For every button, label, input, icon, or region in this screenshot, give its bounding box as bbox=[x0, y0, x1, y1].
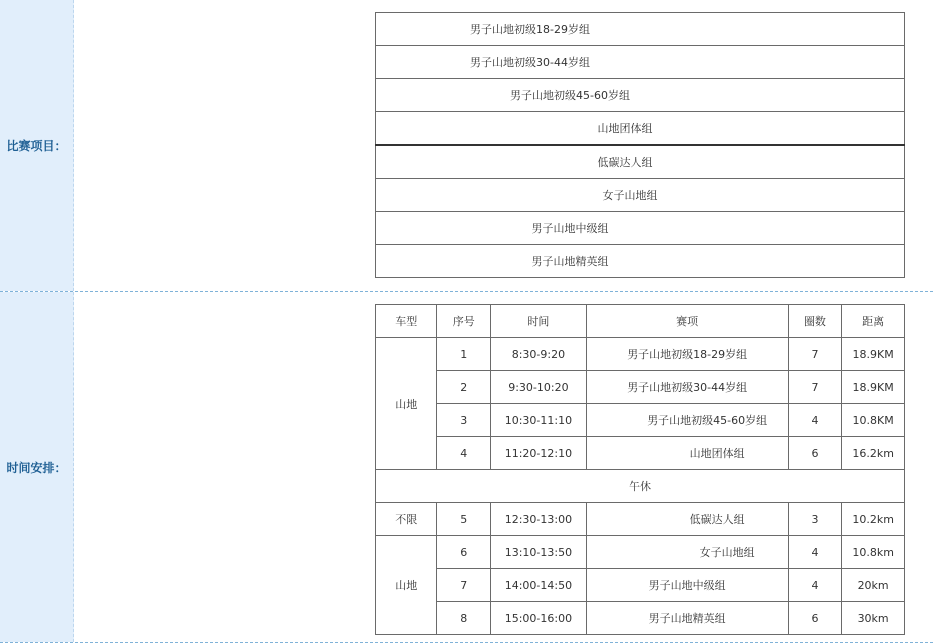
number-cell: 4 bbox=[437, 437, 491, 470]
lunch-break-row bbox=[376, 470, 905, 503]
time-cell: 9:30-10:20 bbox=[491, 371, 587, 404]
schedule-header-cell: 序号 bbox=[437, 305, 491, 338]
events-content bbox=[74, 0, 933, 291]
distance-cell: 20km bbox=[842, 569, 905, 602]
schedule-content bbox=[74, 292, 933, 642]
number-cell: 6 bbox=[437, 536, 491, 569]
event-name: 男子山地初级30-44岁组 bbox=[470, 56, 590, 69]
time-cell: 8:30-9:20 bbox=[491, 338, 587, 371]
event-name: 男子山地中级组 bbox=[648, 579, 726, 592]
schedule-header-cell: 赛项 bbox=[586, 305, 788, 338]
event-row bbox=[376, 145, 905, 179]
event-row bbox=[376, 112, 905, 146]
number-cell: 7 bbox=[437, 569, 491, 602]
event-name: 男子山地精英组 bbox=[531, 255, 609, 268]
events-table bbox=[375, 12, 905, 278]
event-name: 男子山地中级组 bbox=[531, 222, 609, 235]
event-cell bbox=[376, 13, 905, 46]
laps-cell: 4 bbox=[788, 404, 842, 437]
event-cell bbox=[586, 503, 788, 536]
schedule-row bbox=[376, 437, 905, 470]
number-cell: 8 bbox=[437, 602, 491, 635]
event-row bbox=[376, 179, 905, 212]
event-cell bbox=[376, 79, 905, 112]
distance-cell: 30km bbox=[842, 602, 905, 635]
time-cell: 14:00-14:50 bbox=[491, 569, 587, 602]
vehicle-type-cell: 山地 bbox=[376, 536, 437, 635]
event-row bbox=[376, 212, 905, 245]
event-cell bbox=[586, 404, 788, 437]
laps-cell: 6 bbox=[788, 602, 842, 635]
event-name: 山地团体组 bbox=[597, 122, 653, 135]
schedule-header-row bbox=[376, 305, 905, 338]
event-name: 女子山地组 bbox=[699, 546, 755, 559]
event-name: 低碳达人组 bbox=[597, 156, 653, 169]
number-cell: 2 bbox=[437, 371, 491, 404]
events-label: 比赛项目： bbox=[0, 0, 74, 291]
event-cell bbox=[586, 536, 788, 569]
event-row bbox=[376, 13, 905, 46]
time-cell: 15:00-16:00 bbox=[491, 602, 587, 635]
schedule-row bbox=[376, 569, 905, 602]
event-cell bbox=[376, 112, 905, 146]
distance-cell: 18.9KM bbox=[842, 338, 905, 371]
event-row bbox=[376, 46, 905, 79]
event-cell bbox=[586, 371, 788, 404]
event-name: 男子山地精英组 bbox=[648, 612, 726, 625]
event-cell bbox=[376, 245, 905, 278]
vehicle-type-cell: 不限 bbox=[376, 503, 437, 536]
event-cell bbox=[376, 179, 905, 212]
laps-cell: 4 bbox=[788, 569, 842, 602]
event-name: 男子山地初级30-44岁组 bbox=[627, 381, 748, 394]
event-name: 女子山地组 bbox=[602, 189, 658, 202]
schedule-row bbox=[376, 404, 905, 437]
laps-cell: 3 bbox=[788, 503, 842, 536]
number-cell: 1 bbox=[437, 338, 491, 371]
number-cell: 3 bbox=[437, 404, 491, 437]
distance-cell: 10.8km bbox=[842, 536, 905, 569]
laps-cell: 7 bbox=[788, 338, 842, 371]
distance-cell: 18.9KM bbox=[842, 371, 905, 404]
time-cell: 12:30-13:00 bbox=[491, 503, 587, 536]
vehicle-type-cell: 山地 bbox=[376, 338, 437, 470]
event-cell bbox=[586, 338, 788, 371]
event-name: 男子山地初级45-60岁组 bbox=[510, 89, 630, 102]
event-row bbox=[376, 245, 905, 278]
schedule-row bbox=[376, 371, 905, 404]
schedule-row bbox=[376, 536, 905, 569]
time-cell: 10:30-11:10 bbox=[491, 404, 587, 437]
laps-cell: 4 bbox=[788, 536, 842, 569]
schedule-section bbox=[0, 291, 933, 643]
event-cell bbox=[586, 569, 788, 602]
time-cell: 11:20-12:10 bbox=[491, 437, 587, 470]
schedule-label: 时间安排： bbox=[0, 292, 74, 642]
event-cell bbox=[586, 602, 788, 635]
event-name: 山地团体组 bbox=[689, 447, 745, 460]
schedule-row bbox=[376, 338, 905, 371]
event-name: 男子山地初级18-29岁组 bbox=[627, 348, 748, 361]
distance-cell: 16.2km bbox=[842, 437, 905, 470]
event-cell bbox=[586, 437, 788, 470]
distance-cell: 10.8KM bbox=[842, 404, 905, 437]
event-name: 低碳达人组 bbox=[689, 513, 745, 526]
event-cell bbox=[376, 145, 905, 179]
laps-cell: 6 bbox=[788, 437, 842, 470]
lunch-break-cell: 午休 bbox=[376, 470, 905, 503]
time-cell: 13:10-13:50 bbox=[491, 536, 587, 569]
schedule-header-cell: 圈数 bbox=[788, 305, 842, 338]
event-name: 男子山地初级45-60岁组 bbox=[647, 414, 768, 427]
schedule-header-cell: 时间 bbox=[491, 305, 587, 338]
schedule-header-cell: 距离 bbox=[842, 305, 905, 338]
events-section bbox=[0, 0, 933, 291]
event-cell bbox=[376, 212, 905, 245]
schedule-header-cell: 车型 bbox=[376, 305, 437, 338]
event-cell bbox=[376, 46, 905, 79]
event-name: 男子山地初级18-29岁组 bbox=[470, 23, 590, 36]
number-cell: 5 bbox=[437, 503, 491, 536]
schedule-table bbox=[375, 304, 905, 635]
schedule-row bbox=[376, 503, 905, 536]
distance-cell: 10.2km bbox=[842, 503, 905, 536]
schedule-row bbox=[376, 602, 905, 635]
event-row bbox=[376, 79, 905, 112]
laps-cell: 7 bbox=[788, 371, 842, 404]
